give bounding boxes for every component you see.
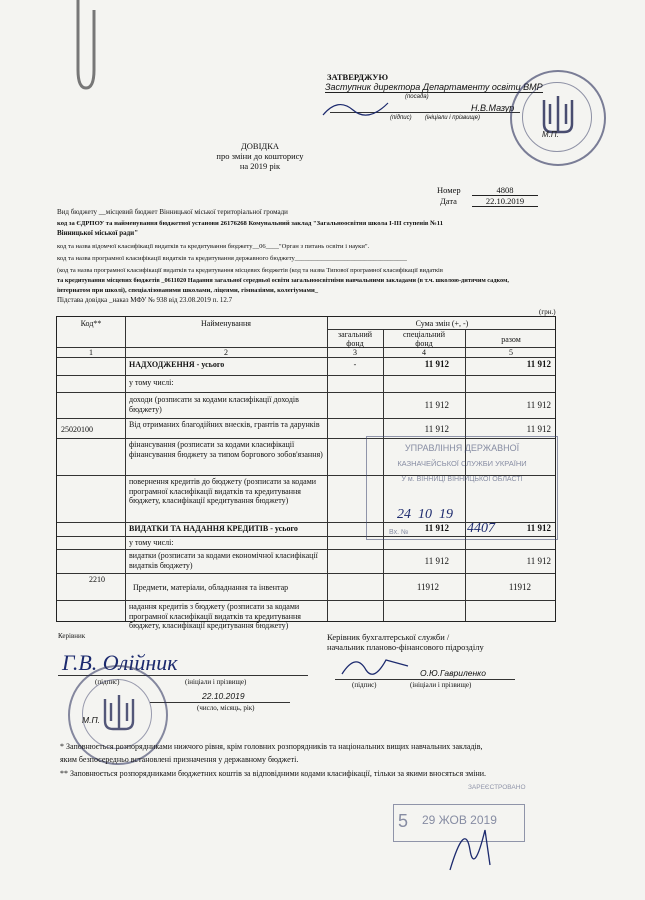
row-0-general: - — [353, 360, 357, 369]
row-3-code: 25020100 — [61, 425, 93, 434]
registration-signature — [440, 810, 500, 880]
approval-seal-label: М.П. — [542, 130, 559, 139]
trident-icon-bottom — [100, 693, 138, 737]
doc-title: ДОВІДКА — [240, 141, 280, 151]
number-label: Номер — [437, 185, 461, 195]
colnum-5: 5 — [509, 348, 513, 357]
registration-date: 29 ЖОВ 2019 — [422, 813, 497, 827]
row-2-total: 11 912 — [526, 400, 551, 410]
header-special2: фонд — [415, 339, 433, 348]
row-6-special: 11 912 — [424, 523, 449, 533]
meta-local-class: (код та назва програмної класифікації видатків та кредитування місцевих бюджетів (код та назва Типової програмної класифікації видатків — [57, 267, 443, 274]
meta-state-class: код та назва програмної класифікації видатків та кредитування державного бюджету__________________________________ — [57, 255, 407, 262]
acc-signature — [338, 652, 418, 682]
treasury-stamp-date: 24 10 19 — [397, 507, 453, 522]
acc-name: О.Ю.Гавриленко — [420, 668, 486, 678]
row-9-code: 2210 — [89, 575, 105, 584]
treasury-stamp-no: 4407 — [467, 521, 495, 536]
acc-sign-caption: (підпис) — [352, 681, 377, 689]
approval-signature — [318, 95, 398, 125]
row-8-name: видатки (розписати за кодами економічної класифікації видатків бюджету) — [129, 551, 318, 570]
meta-institution-cont: Вінницької міської ради" — [57, 229, 139, 237]
head-name-caption: (ініціали і прізвище) — [185, 678, 247, 686]
number-value: 4808 — [472, 185, 538, 196]
row-9-total: 11912 — [508, 582, 531, 592]
official-seal-top — [510, 70, 606, 166]
approval-name-caption: (підпис) (ініціали і прізвище) — [390, 115, 480, 121]
row-3-total: 11 912 — [526, 424, 551, 434]
row-8-special: 11 912 — [424, 556, 449, 566]
colnum-1: 1 — [89, 348, 93, 357]
row-6-total: 11 912 — [526, 523, 551, 533]
acc-name-caption: (ініціали і прізвище) — [410, 681, 472, 689]
doc-year: на 2019 рік — [239, 161, 281, 171]
head-label: Керівник — [58, 632, 86, 640]
row-2-special: 11 912 — [424, 400, 449, 410]
header-name: Найменування — [201, 319, 251, 328]
row-3-special: 11 912 — [424, 424, 449, 434]
meta-program-code: та кредитування місцевих бюджетів _0611020 Надання загальної середньої освіти загальноосвітніми навчальними закладами (в т.ч. школою-дитячим садком, — [57, 277, 509, 284]
acc-sign-line — [335, 679, 515, 680]
meta-institution: код за ЄДРПОУ та найменування бюджетної установи 26176268 Комунальний заклад "Загальноосвітня школа I-III ступенів №11 — [57, 220, 443, 227]
header-special1: спеціальний — [403, 330, 445, 339]
row-6-name: ВИДАТКИ ТА НАДАННЯ КРЕДИТІВ - усього — [129, 524, 298, 533]
row-5-name: повернення кредитів до бюджету (розписати за кодами програмної класифікації видатків та кредитування бюджету, класифікації кредитування бюджету) — [129, 477, 317, 505]
approval-position: Заступник директора Департаменту освіти ВМР — [325, 82, 543, 92]
footnote-1b: яким безпосередньо встановлені призначення у державному бюджеті. — [60, 755, 299, 764]
meta-basis: Підстава довідка _наказ МФУ № 938 від 23.08.2019 п. 12.7 — [57, 296, 233, 304]
meta-budget-type: Вид бюджету __місцевий бюджет Вінницької міської територіальної громади — [57, 208, 288, 216]
doc-subtitle: про зміни до кошторису — [216, 151, 304, 161]
acc-label-1: Керівник бухгалтерської служби / — [327, 632, 450, 642]
registration-day: 5 — [398, 811, 409, 831]
footnote-2: ** Заповнюється розпорядниками бюджетних коштів за відповідними кодами класифікації, тільки за якими вносяться зміни. — [60, 769, 487, 778]
row-10-name: надання кредитів з бюджету (розписати за кодами програмної класифікації видатків та кредитування бюджету, класифікації кредитування бюджету) — [129, 602, 301, 630]
row-7-name: у тому числі: — [129, 538, 174, 547]
colnum-2: 2 — [224, 348, 228, 357]
row-8-total: 11 912 — [526, 556, 551, 566]
colnum-4: 4 — [422, 348, 426, 357]
date-value: 22.10.2019 — [472, 196, 538, 207]
bleed-through-text — [0, 60, 200, 170]
unit-label: (грн.) — [539, 308, 556, 316]
header-general1: загальний — [337, 330, 373, 339]
approval-position-caption: (посада) — [405, 94, 429, 100]
treasury-stamp-no-label: Вх. № — [389, 529, 409, 536]
meta-dept-class: код та назва відомчої класифікації видатків та кредитування бюджету__06____"Орган з питань освіти і науки". — [57, 243, 370, 250]
registration-label: ЗАРЕЄСТРОВАНО — [468, 784, 526, 791]
treasury-stamp-line2: КАЗНАЧЕЙСЬКОЇ СЛУЖБИ УКРАЇНИ — [397, 459, 527, 468]
approval-name: Н.В.Мазур — [471, 103, 515, 113]
row-2-name: доходи (розписати за кодами класифікації доходів бюджету) — [129, 395, 299, 414]
seal-label: М.П. — [82, 715, 100, 725]
treasury-stamp-line3: У м. ВІННИЦІ ВІННИЦЬКОЇ ОБЛАСТІ — [401, 476, 523, 483]
approval-title: ЗАТВЕРДЖУЮ — [327, 72, 389, 82]
row-9-special: 11912 — [416, 582, 439, 592]
row-4-name: фінансування (розписати за кодами класифікації фінансування бюджету за типом боргового зобов'язання) — [129, 440, 323, 459]
row-9-name: Предмети, матеріали, обладнання та інвентар — [133, 583, 289, 592]
header-code: Код** — [80, 319, 102, 328]
header-general2: фонд — [346, 339, 364, 348]
row-0-special: 11 912 — [424, 359, 449, 369]
sign-date-caption: (число, місяць, рік) — [197, 704, 255, 712]
treasury-stamp — [366, 436, 558, 540]
acc-label-2: начальник планово-фінансового підрозділу — [327, 642, 484, 652]
meta-program-cont: інтернатом при школі), спеціалізованими школами, ліцеями, гімназіями, колегіумами_ — [57, 287, 319, 294]
sign-date-line — [150, 702, 290, 703]
row-3-name: Від отриманих благодійних внесків, грантів та дарунків — [129, 420, 320, 429]
colnum-3: 3 — [353, 348, 357, 357]
row-0-name: НАДХОДЖЕННЯ - усього — [129, 360, 225, 369]
treasury-stamp-line1: УПРАВЛІННЯ ДЕРЖАВНОЇ — [404, 443, 520, 453]
row-1-name: у тому числі: — [129, 378, 174, 387]
header-sum: Сума змін (+, -) — [415, 319, 469, 328]
head-signature-text: Г.В. Олійник — [62, 650, 178, 675]
date-label: Дата — [440, 196, 457, 206]
head-sign-caption: (підпис) — [95, 678, 120, 686]
row-0-total: 11 912 — [526, 359, 551, 369]
footnote-1a: * Заповнюється розпорядниками нижчого рівня, крім головних розпорядників та національних вищих навчальних закладів, — [60, 742, 483, 751]
header-total: разом — [501, 335, 521, 344]
sign-date: 22.10.2019 — [202, 691, 245, 701]
